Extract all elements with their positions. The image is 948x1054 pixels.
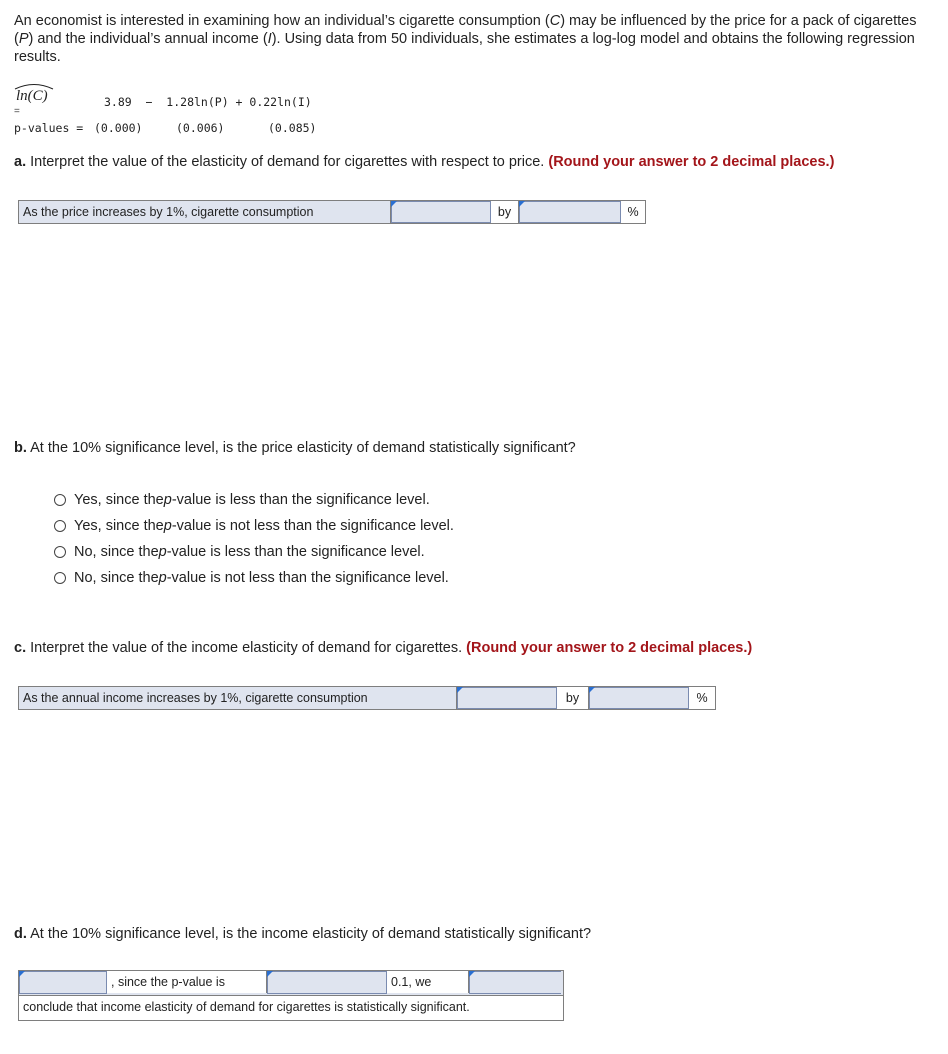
income-direction-select[interactable]	[457, 687, 557, 709]
radio-button[interactable]	[54, 546, 66, 558]
pvalue-income: (0.085)	[268, 121, 317, 135]
pvalues-label: p-values =	[14, 121, 84, 135]
answer-row-a	[18, 200, 646, 224]
var-p: P	[18, 31, 29, 47]
row-c-percent: %	[689, 687, 715, 709]
equation-rhs: 3.89 − 1.28ln(P) + 0.22ln(I)	[104, 95, 312, 109]
answer-table-d	[18, 970, 564, 1021]
pvalue-intercept: (0.000)	[94, 121, 143, 135]
d-conclusion-text: conclude that income elasticity of demand for cigarettes is statistically significant.	[23, 1000, 470, 1014]
equation-equals: =	[14, 106, 20, 117]
income-elasticity-input[interactable]	[589, 687, 689, 709]
problem-intro: An economist is interested in examining how an individual’s cigarette consumption (C) may be influenced by the price for a pack of cigarettes (P) and the individual’s annual income (I). Using data from 50 individuals, she estimates a log-log model and obtains the following regression results.	[14, 13, 917, 65]
d-decision-select[interactable]	[19, 971, 107, 994]
d-since-text: , since the p-value is	[107, 971, 267, 993]
question-b: b. At the 10% significance level, is the price elasticity of demand statistically significant?	[14, 440, 576, 456]
radio-option-1[interactable]: Yes, since the p -value is less than the significance level.	[54, 492, 430, 508]
question-a: a. Interpret the value of the elasticity of demand for cigarettes with respect to price. (Round your answer to 2 decimal places.)	[14, 154, 835, 170]
d-conclusion-select[interactable]	[469, 971, 561, 994]
price-elasticity-input[interactable]	[519, 201, 621, 223]
answer-row-c	[18, 686, 716, 710]
var-c: C	[549, 13, 561, 29]
row-c-text: As the annual income increases by 1%, cigarette consumption	[19, 687, 457, 709]
radio-button[interactable]	[54, 572, 66, 584]
row-c-by: by	[557, 687, 589, 709]
radio-option-2[interactable]: Yes, since the p -value is not less than the significance level.	[54, 518, 454, 534]
question-c: c. Interpret the value of the income elasticity of demand for cigarettes. (Round your answer to 2 decimal places.)	[14, 640, 753, 656]
var-i: I	[267, 31, 272, 47]
question-d: d. At the 10% significance level, is the income elasticity of demand statistically significant?	[14, 926, 592, 942]
price-direction-select[interactable]	[391, 201, 491, 223]
d-comparison-select[interactable]	[267, 971, 387, 994]
equation-lhs: ln(C)	[16, 88, 48, 104]
radio-button[interactable]	[54, 520, 66, 532]
row-a-text: As the price increases by 1%, cigarette consumption	[19, 201, 391, 223]
row-a-by: by	[491, 201, 519, 223]
pvalue-price: (0.006)	[176, 121, 225, 135]
row-a-percent: %	[621, 201, 645, 223]
d-threshold-text: 0.1, we	[387, 971, 469, 993]
radio-option-4[interactable]: No, since the p -value is not less than the significance level.	[54, 570, 449, 586]
radio-option-3[interactable]: No, since the p -value is less than the significance level.	[54, 544, 425, 560]
radio-button[interactable]	[54, 494, 66, 506]
